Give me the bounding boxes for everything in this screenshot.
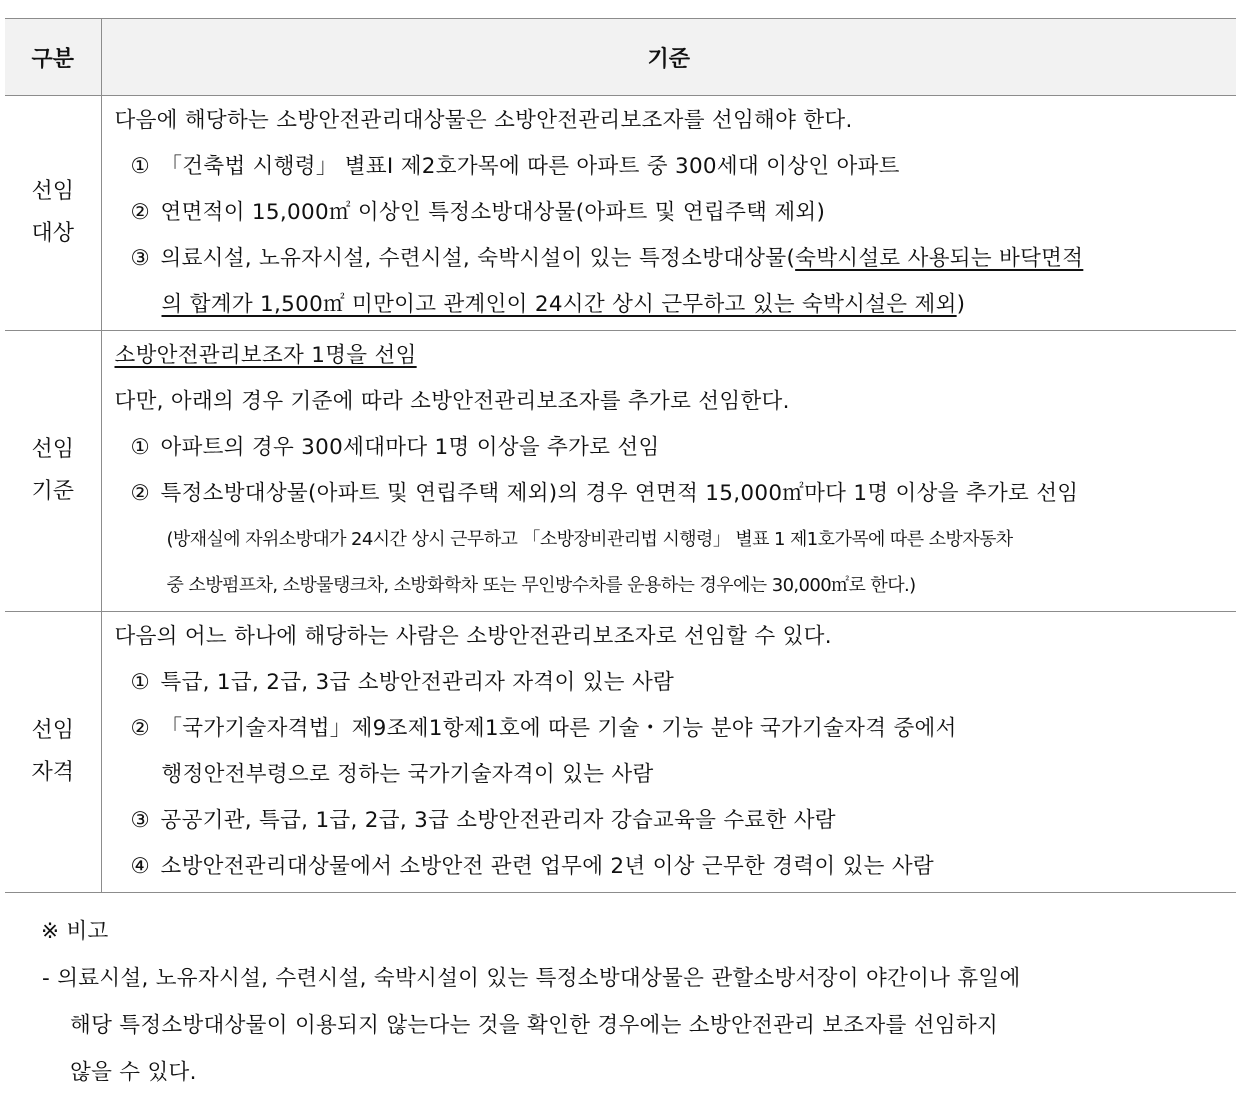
note-text: (방재실에 자위소방대가 24시간 상시 근무하고 「소방장비관리법 시행령」 별표 1 제1호가목에 따른 소방자동차 [166, 529, 1013, 550]
list-item [115, 471, 1237, 517]
header-criteria: 기준 [101, 19, 1236, 96]
item-number: ④ [130, 854, 151, 879]
item-number: ② [130, 481, 151, 506]
row-label-qualification [5, 612, 101, 893]
table-row [5, 331, 1236, 612]
row-content-standard [101, 331, 1236, 612]
item-text: 의료시설, 노유자시설, 수련시설, 숙박시설이 있는 특정소방대상물( [160, 246, 796, 271]
item-number: ③ [130, 246, 151, 271]
item-text: 아파트의 경우 300세대마다 1명 이상을 추가로 선임 [160, 435, 660, 460]
item-text: 소방안전관리대상물에서 소방안전 관련 업무에 2년 이상 근무한 경력이 있는 사람 [160, 854, 934, 879]
label-line: 선임 [31, 179, 74, 204]
label-line: 자격 [31, 760, 74, 785]
list-item [115, 844, 1237, 890]
item-number: ② [130, 200, 151, 225]
list-item [115, 236, 1237, 282]
list-item-continuation [115, 282, 1237, 328]
item-number: ① [130, 154, 151, 179]
label-line: 대상 [31, 221, 74, 246]
row-content-qualification [101, 612, 1236, 893]
remarks-text: 해당 특정소방대상물이 이용되지 않는다는 것을 확인한 경우에는 소방안전관리 보조자를 선임하지 [70, 1013, 999, 1038]
underlined-text: 소방안전관리보조자 1명을 선임 [114, 343, 417, 368]
remarks-section [0, 908, 1253, 1096]
table-row [5, 96, 1236, 331]
list-item [115, 660, 1237, 706]
item-number: ① [130, 670, 151, 695]
remarks-text: 않을 수 있다. [70, 1060, 197, 1085]
list-item [115, 144, 1237, 190]
list-item [115, 798, 1237, 844]
row-content-target [101, 96, 1236, 331]
table-row [5, 612, 1236, 893]
item-text: 공공기관, 특급, 1급, 2급, 3급 소방안전관리자 강습교육을 수료한 사람 [160, 808, 836, 833]
intro-text-underlined [115, 333, 1237, 379]
list-item-continuation: 행정안전부령으로 정하는 국가기술자격이 있는 사람 [161, 762, 654, 787]
item-number: ② [130, 716, 151, 741]
item-text: 「건축법 시행령」 별표Ⅰ 제2호가목에 따른 아파트 중 300세대 이상인 아파트 [160, 154, 900, 179]
remarks-title: ※ 비고 [41, 919, 109, 944]
item-number: ① [130, 435, 151, 460]
list-item [115, 425, 1237, 471]
table-header-row [5, 19, 1236, 96]
intro-text: 다음의 어느 하나에 해당하는 사람은 소방안전관리보조자로 선임할 수 있다. [114, 624, 832, 649]
intro-text: 다음에 해당하는 소방안전관리대상물은 소방안전관리보조자를 선임해야 한다. [114, 108, 853, 133]
note-text: 중 소방펌프차, 소방물탱크차, 소방화학차 또는 무인방수차를 운용하는 경우에는 30,000㎡로 한다.) [166, 575, 916, 596]
header-category: 구분 [5, 19, 101, 96]
item-text: 연면적이 15,000㎡ 이상인 특정소방대상물(아파트 및 연립주택 제외) [160, 200, 826, 225]
item-text-underlined: 의 합계가 1,500㎡ 미만이고 관계인이 24시간 상시 근무하고 있는 숙박시설은 제외 [161, 292, 957, 317]
criteria-table [5, 18, 1236, 893]
label-line: 기준 [31, 479, 74, 504]
label-line: 선임 [31, 718, 74, 743]
intro-text: 다만, 아래의 경우 기준에 따라 소방안전관리보조자를 추가로 선임한다. [114, 389, 790, 414]
list-item [115, 706, 1237, 752]
item-number: ③ [130, 808, 151, 833]
row-label-standard [5, 331, 101, 612]
item-text: ) [956, 292, 966, 317]
remarks-text: - 의료시설, 노유자시설, 수련시설, 숙박시설이 있는 특정소방대상물은 관할소방서장이 야간이나 휴일에 [42, 966, 1021, 991]
label-line: 선임 [31, 437, 74, 462]
item-text: 「국가기술자격법」제9조제1항제1호에 따른 기술・기능 분야 국가기술자격 중에서 [160, 716, 957, 741]
item-text-underlined: 숙박시설로 사용되는 바닥면적 [795, 246, 1084, 271]
item-text: 특급, 1급, 2급, 3급 소방안전관리자 자격이 있는 사람 [160, 670, 675, 695]
row-label-target [5, 96, 101, 331]
item-text: 특정소방대상물(아파트 및 연립주택 제외)의 경우 연면적 15,000㎡마다 1명 이상을 추가로 선임 [160, 481, 1079, 506]
list-item [115, 190, 1237, 236]
